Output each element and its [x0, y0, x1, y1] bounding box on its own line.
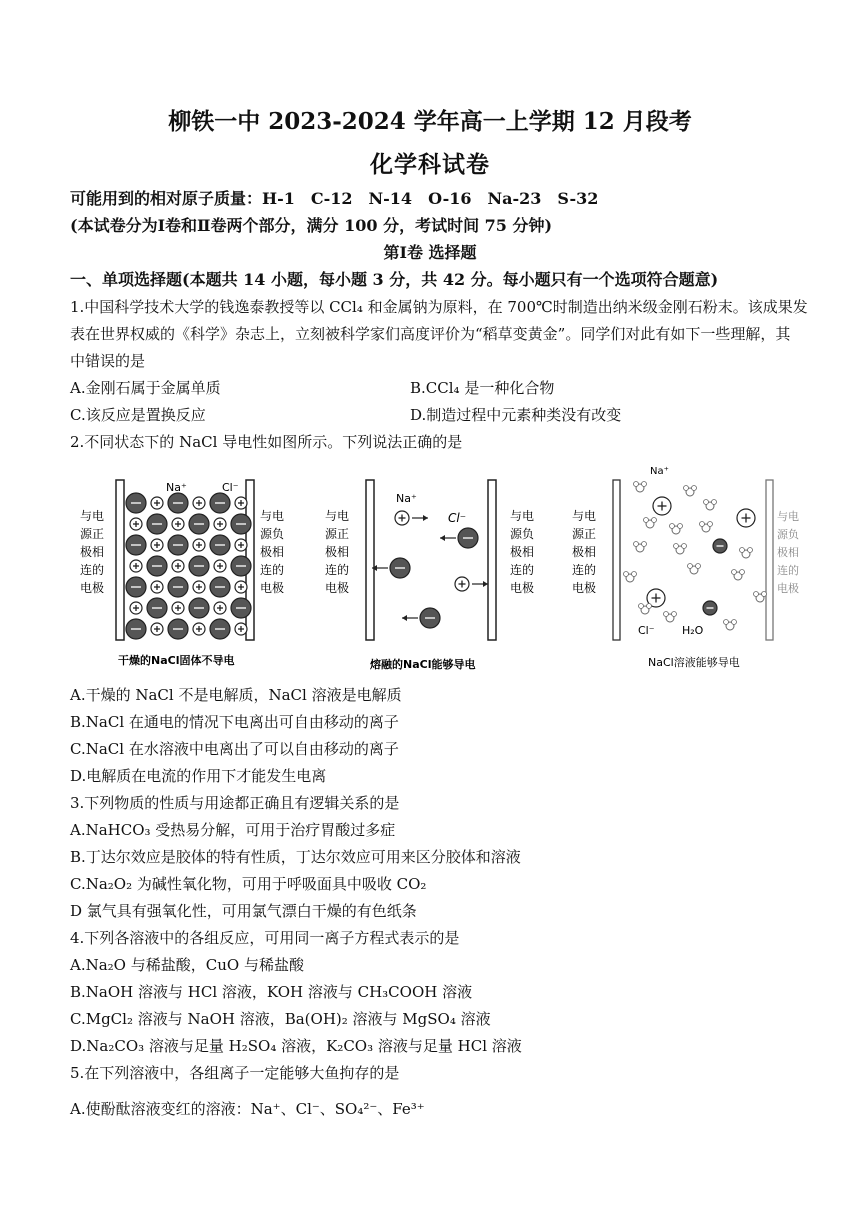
p3-right-label-2: 极相: [777, 546, 799, 559]
p2-cl-label: Cl⁻: [448, 511, 467, 525]
q4-stem: 4.下列各溶液中的各组反应，可用同一离子方程式表示的是: [70, 929, 460, 947]
water-h2-4: [634, 542, 639, 547]
p3-left-label-0: 与电: [572, 509, 597, 523]
p3-left-label-4: 电极: [572, 581, 597, 595]
p2-left-label-4: 电极: [325, 581, 350, 595]
q4-option-d: D.Na₂CO₃ 溶液与足量 H₂SO₄ 溶液，K₂CO₃ 溶液与足量 HCl 溶液: [70, 1037, 522, 1055]
p3-caption: NaCl溶液能够导电: [648, 656, 740, 669]
q2-option-b: B.NaCl 在通电的情况下电离出可自由移动的离子: [70, 713, 399, 731]
p1-caption: 干燥的NaCl固体不导电: [118, 654, 235, 667]
p2-free-ions: [372, 511, 488, 628]
exam-title: 柳铁一中 2023-2024 学年高一上学期 12 月段考: [168, 108, 692, 135]
p1-right-label-2: 极相: [260, 545, 285, 559]
molten-arrowhead-1: [440, 535, 445, 541]
p2-right-label-4: 电极: [510, 581, 535, 595]
water-h2-6: [732, 570, 737, 575]
p1-left-label-1: 源正: [80, 527, 105, 541]
q3-stem: 3.下列物质的性质与用途都正确且有逻辑关系的是: [70, 794, 400, 812]
p2-left-label-3: 连的: [325, 563, 350, 577]
water-h2-1: [684, 486, 689, 491]
water-h2-12: [644, 518, 649, 523]
p1-right-label-4: 电极: [260, 581, 285, 595]
q4-option-a: A.Na₂O 与稀盐酸，CuO 与稀盐酸: [70, 956, 304, 974]
water-h2-11: [724, 620, 729, 625]
q1-stem-line1: 1.中国科学技术大学的钱逸泰教授等以 CCl₄ 和金属钠为原料，在 700℃时制造出纳米级金刚石粉末。该成果发: [70, 298, 808, 316]
p2-left-label-0: 与电: [325, 509, 350, 523]
p2-na-label: Na⁺: [396, 492, 417, 505]
p3-hydrated-ions: [624, 482, 767, 631]
water-h1-14: [708, 522, 713, 527]
p2-right-label-2: 极相: [510, 545, 535, 559]
water-h1-15: [647, 604, 652, 609]
p1-right-label-3: 连的: [260, 563, 285, 577]
q1-option-b: B.CCl₄ 是一种化合物: [410, 379, 555, 397]
water-h1-10: [672, 612, 677, 617]
water-h2-10: [664, 612, 669, 617]
exam-note: (本试卷分为Ⅰ卷和Ⅱ卷两个部分，满分 100 分，考试时间 75 分钟): [70, 216, 553, 235]
part-title: 第Ⅰ卷 选择题: [383, 243, 477, 262]
p3-left-electrode: [613, 480, 620, 640]
atomic-masses: 可能用到的相对原子质量：H-1 C-12 N-14 O-16 Na-23 S-32: [70, 189, 599, 208]
molten-arrowhead-4: [402, 615, 407, 621]
p3-na-label: Na⁺: [650, 466, 669, 477]
q2-option-a: A.干燥的 NaCl 不是电解质，NaCl 溶液是电解质: [70, 686, 402, 704]
q4-option-c: C.MgCl₂ 溶液与 NaOH 溶液，Ba(OH)₂ 溶液与 MgSO₄ 溶液: [70, 1010, 491, 1028]
water-h2-14: [700, 522, 705, 527]
q3-option-d: D 氯气具有强氧化性，可用氯气漂白干燥的有色纸条: [70, 902, 417, 920]
panel-molten: [325, 480, 534, 671]
p2-right-electrode: [488, 480, 496, 640]
water-h1-2: [712, 500, 717, 505]
water-h2-2: [704, 500, 709, 505]
nacl-conductivity-figure: [70, 458, 800, 678]
p2-left-label-1: 源正: [325, 527, 350, 541]
section-heading: 一、单项选择题(本题共 14 小题，每小题 3 分，共 42 分。每小题只有一个选项符合题意): [70, 270, 719, 289]
water-h1-9: [748, 548, 753, 553]
water-h2-7: [624, 572, 629, 577]
q5-stem: 5.在下列溶液中，各组离子一定能够大鱼拘存的是: [70, 1064, 400, 1082]
water-h1-5: [696, 564, 701, 569]
water-h1-7: [632, 572, 637, 577]
p1-na-label: Na⁺: [166, 481, 187, 494]
molten-arrowhead-0: [423, 515, 428, 521]
p1-left-label-3: 连的: [80, 563, 105, 577]
q1-option-c: C.该反应是置换反应: [70, 406, 206, 424]
panel-solution: [572, 466, 799, 669]
p1-left-label-2: 极相: [80, 545, 105, 559]
water-h2-0: [634, 482, 639, 487]
p1-left-label-0: 与电: [80, 509, 105, 523]
q4-option-b: B.NaOH 溶液与 HCl 溶液，KOH 溶液与 CH₃COOH 溶液: [70, 983, 473, 1001]
water-h1-4: [642, 542, 647, 547]
p2-left-electrode: [366, 480, 374, 640]
q1-option-d: D.制造过程中元素种类没有改变: [410, 406, 622, 424]
water-h1-6: [740, 570, 745, 575]
q2-stem: 2.不同状态下的 NaCl 导电性如图所示。下列说法正确的是: [70, 433, 463, 451]
water-h1-13: [762, 592, 767, 597]
water-h2-15: [639, 604, 644, 609]
q2-option-d: D.电解质在电流的作用下才能发生电离: [70, 767, 327, 785]
exam-subtitle: 化学科试卷: [370, 151, 490, 178]
p1-right-label-1: 源负: [260, 527, 285, 541]
p1-ion-lattice: [126, 493, 251, 639]
p3-right-label-3: 连的: [777, 564, 799, 577]
p3-right-label-0: 与电: [777, 510, 799, 523]
p3-left-label-1: 源正: [572, 527, 597, 541]
water-h1-3: [678, 524, 683, 529]
p2-right-label-1: 源负: [510, 527, 535, 541]
q5-option-a: A.使酚酞溶液变红的溶液：Na⁺、Cl⁻、SO₄²⁻、Fe³⁺: [70, 1100, 425, 1118]
p1-cl-label: Cl⁻: [222, 481, 239, 494]
p1-right-label-0: 与电: [260, 509, 285, 523]
p1-left-label-4: 电极: [80, 581, 105, 595]
water-h1-8: [682, 544, 687, 549]
q2-option-c: C.NaCl 在水溶液中电离出了可以自由移动的离子: [70, 740, 399, 758]
water-h2-3: [670, 524, 675, 529]
p3-left-label-2: 极相: [572, 545, 597, 559]
p3-water-label: H₂O: [682, 624, 704, 637]
water-h1-12: [652, 518, 657, 523]
water-h2-9: [740, 548, 745, 553]
q3-option-a: A.NaHCO₃ 受热易分解，可用于治疗胃酸过多症: [70, 821, 396, 839]
q1-stem-line2: 表在世界权威的《科学》杂志上，立刻被科学家们高度评价为“稻草变黄金”。同学们对此有如下一些理解，其: [70, 325, 791, 343]
q1-stem-line3: 中错误的是: [70, 352, 146, 370]
q3-option-b: B.丁达尔效应是胶体的特有性质，丁达尔效应可用来区分胶体和溶液: [70, 848, 521, 866]
p2-right-label-3: 连的: [510, 563, 535, 577]
p2-right-label-0: 与电: [510, 509, 535, 523]
p2-caption: 熔融的NaCl能够导电: [370, 658, 476, 671]
p2-left-label-2: 极相: [325, 545, 350, 559]
p3-right-electrode: [766, 480, 773, 640]
water-h1-0: [642, 482, 647, 487]
p3-cl-label: Cl⁻: [638, 624, 655, 637]
water-h1-1: [692, 486, 697, 491]
water-h2-5: [688, 564, 693, 569]
q3-option-c: C.Na₂O₂ 为碱性氧化物，可用于呼吸面具中吸收 CO₂: [70, 875, 427, 893]
q1-option-a: A.金刚石属于金属单质: [70, 379, 221, 397]
water-h1-11: [732, 620, 737, 625]
p3-left-label-3: 连的: [572, 563, 597, 577]
p3-right-label-4: 电极: [777, 582, 799, 595]
water-h2-8: [674, 544, 679, 549]
p3-right-label-1: 源负: [777, 528, 799, 541]
water-h2-13: [754, 592, 759, 597]
panel-dry-solid: [80, 480, 284, 667]
p1-left-electrode: [116, 480, 124, 640]
